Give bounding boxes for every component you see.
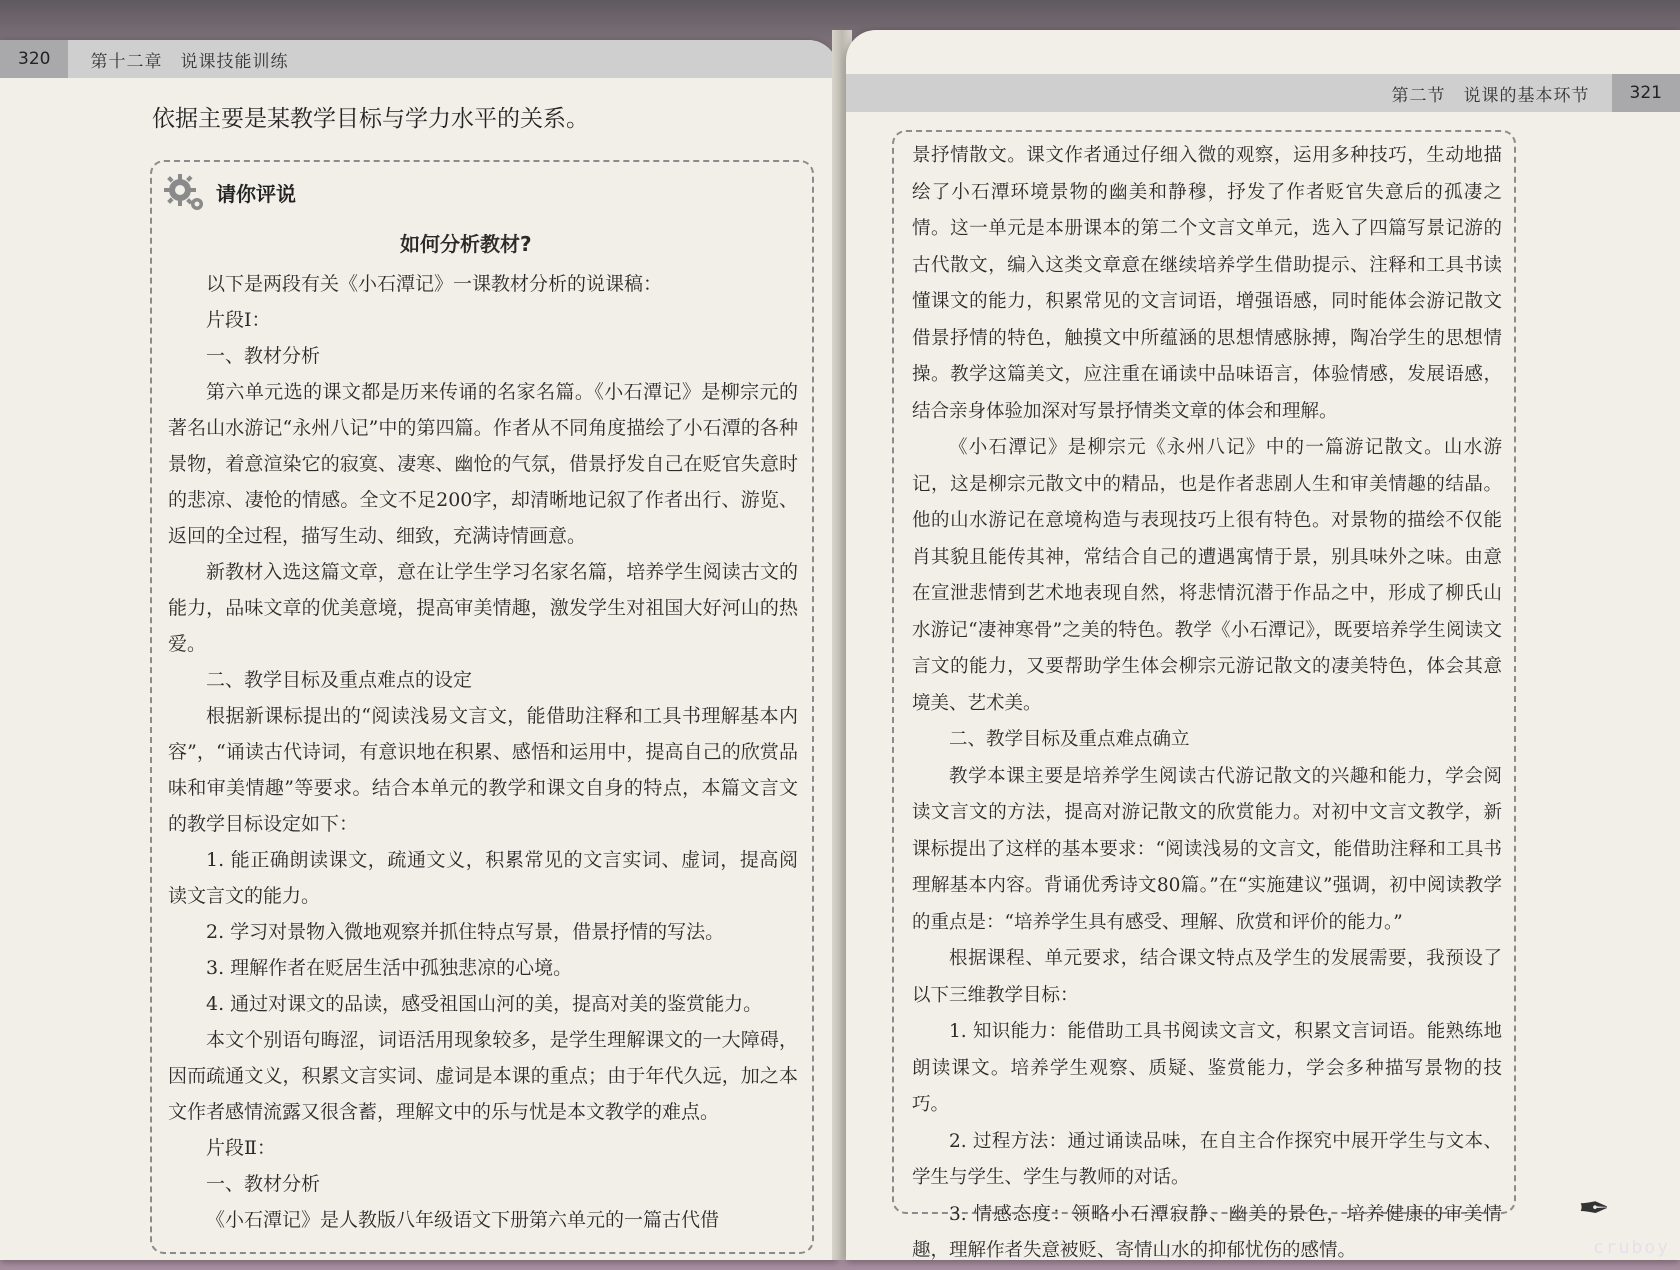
intro-line: 依据主要是某教学目标与学力水平的关系。 — [152, 106, 589, 132]
comment-heading — [160, 168, 296, 216]
left-page-number: 320 — [0, 40, 68, 78]
paragraph: 本文个别语句晦涩，词语活用现象较多，是学生理解课文的一大障碍，因而疏通文义，积累文言实词、虚词是本课的重点；由于年代久远，加之本文作者感情流露又很含蓄，理解文中的乐与忧是本文教学的难点。 — [168, 1029, 798, 1123]
paragraph: 3. 情感态度：领略小石潭寂静、幽美的景色，培养健康的审美情趣，理解作者失意被贬、寄情山水的抑郁忧伤的感情。 — [912, 1203, 1502, 1261]
paragraph: 一、教材分析 — [206, 345, 321, 367]
right-page-number: 321 — [1612, 74, 1680, 112]
paragraph: 教学本课主要是培养学生阅读古代游记散文的兴趣和能力，学会阅读文言文的方法，提高对游记散文的欣赏能力。对初中文言文教学，新课标提出了这样的基本要求：“阅读浅易的文言文，能借助注释和工具书理解基本内容。背诵优秀诗文80篇。”在“实施建议”强调，初中阅读教学的重点是：“培养学生具有感受、理解、欣赏和评价的能力。” — [912, 765, 1502, 933]
chapter-title: 第十二章 说课技能训练 — [90, 51, 289, 72]
paragraph: 一、教材分析 — [206, 1173, 321, 1195]
paragraph: 1. 知识能力：能借助工具书阅读文言文，积累文言词语。能熟练地朗读课文。培养学生观察、质疑、鉴赏能力，学会多种描写景物的技巧。 — [912, 1021, 1502, 1115]
paragraph: 3. 理解作者在贬居生活中孤独悲凉的心境。 — [206, 957, 573, 979]
comment-title: 请你评说 — [216, 181, 296, 206]
right-page — [846, 30, 1680, 1260]
paragraph: 新教材入选这篇文章，意在让学生学习名家名篇，培养学生阅读古文的能力，品味文章的优美意境，提高审美情趣，激发学生对祖国大好河山的热爱。 — [168, 561, 798, 655]
left-body-text — [168, 266, 798, 1238]
paragraph: 1. 能正确朗读课文，疏通文义，积累常见的文言实词、虚词，提高阅读文言文的能力。 — [168, 849, 798, 907]
paragraph: 二、教学目标及重点难点确立 — [949, 729, 1190, 750]
paragraph: 景抒情散文。课文作者通过仔细入微的观察，运用多种技巧，生动地描绘了小石潭环境景物的幽美和静穆，抒发了作者贬官失意后的孤凄之情。这一单元是本册课本的第二个文言文单元，选入了四篇写景记游的古代散文，编入这类文章意在继续培养学生借助提示、注释和工具书读懂课文的能力，积累常见的文言词语，增强语感，同时能体会游记散文借景抒情的特色，触摸文中所蕴涵的思想情感脉搏，陶冶学生的思想情操。教学这篇美文，应注重在诵读中品味语言，体验情感，发展语感，结合亲身体验加深对写景抒情类文章的体会和理解。 — [912, 145, 1502, 422]
paragraph: 《小石潭记》是人教版八年级语文下册第六单元的一篇古代借 — [206, 1209, 720, 1231]
paragraph: 《小石潭记》是柳宗元《永州八记》中的一篇游记散文。山水游记，这是柳宗元散文中的精品，也是作者悲剧人生和审美情趣的结晶。他的山水游记在意境构造与表现技巧上很有特色。对景物的描绘不仅能肖其貌且能传其神，常结合自己的遭遇寓情于景，别具味外之味。由意在宣泄悲情到艺术地表现自然，将悲情沉潜于作品之中，形成了柳氏山水游记“凄神寒骨”之美的特色。教学《小石潭记》，既要培养学生阅读文言文的能力，又要帮助学生体会柳宗元游记散文的凄美特色，体会其意境美、艺术美。 — [912, 437, 1502, 714]
left-page — [0, 40, 838, 1260]
gear-icon — [160, 168, 208, 216]
paragraph: 以下是两段有关《小石潭记》一课教材分析的说课稿： — [206, 273, 663, 295]
paragraph: 4. 通过对课文的品读，感受祖国山河的美，提高对美的鉴赏能力。 — [206, 993, 763, 1015]
paragraph: 根据新课标提出的“阅读浅易文言文，能借助注释和工具书理解基本内容”，“诵读古代诗词，有意识地在积累、感悟和运用中，提高自己的欣赏品味和审美情趣”等要求。结合本单元的教学和课文自身的特点，本篇文言文的教学目标设定如下： — [168, 705, 798, 835]
case-title: 如何分析教材? — [400, 232, 532, 256]
left-page-header — [0, 40, 838, 78]
section-title: 第二节 说课的基本环节 — [1391, 85, 1590, 106]
paragraph: 二、教学目标及重点难点的设定 — [206, 669, 473, 691]
right-body-text — [912, 138, 1502, 1270]
paragraph: 2. 过程方法：通过诵读品味，在自主合作探究中展开学生与文本、学生与学生、学生与教师的对话。 — [912, 1130, 1502, 1188]
right-page-header — [846, 74, 1680, 112]
paragraph: 第六单元选的课文都是历来传诵的名家名篇。《小石潭记》是柳宗元的著名山水游记“永州八记”中的第四篇。作者从不同角度描绘了小石潭的各种景物，着意渲染它的寂寞、凄寒、幽怆的气氛，借景抒发自己在贬官失意时的悲凉、凄怆的情感。全文不足200字，却清晰地记叙了作者出行、游览、返回的全过程，描写生动、细致，充满诗情画意。 — [168, 381, 798, 547]
paragraph: 2. 学习对景物入微地观察并抓住特点写景，借景抒情的写法。 — [206, 921, 725, 943]
paragraph: 片段Ⅰ： — [206, 309, 271, 331]
paragraph: 片段Ⅱ： — [206, 1137, 276, 1159]
paragraph: 根据课程、单元要求，结合课文特点及学生的发展需要，我预设了以下三维教学目标： — [912, 948, 1502, 1006]
quill-pen-icon: ✒ — [1578, 1186, 1610, 1230]
watermark: cruboy — [1592, 1237, 1670, 1258]
